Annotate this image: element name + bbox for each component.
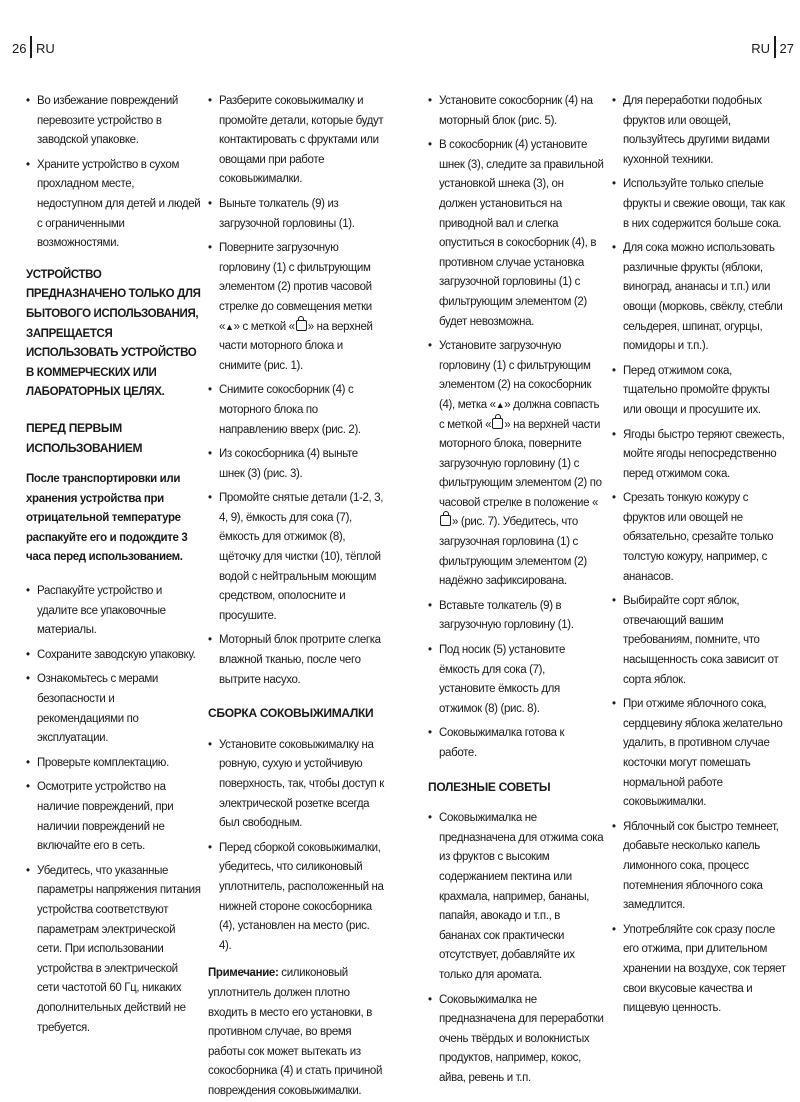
list-item: • Установите соковыжималку на ровную, сухую и устойчивую поверхность, так, чтобы доступ к электрической розетке всегда был свободным. bbox=[208, 736, 384, 834]
section-heading: ПОЛЕЗНЫЕ СОВЕТЫ bbox=[428, 779, 551, 794]
text-fragment: » с меткой « bbox=[233, 320, 295, 333]
text-column-2 bbox=[208, 92, 384, 1102]
list-item: • Из сокосборника (4) выньте шнек (3) (рис. 3). bbox=[208, 445, 384, 484]
language-label: RU bbox=[751, 41, 771, 56]
list-item: • Снимите сокосборник (4) с моторного блока по направлению вверх (рис. 2). bbox=[208, 381, 384, 440]
text-fragment: » на верхней части моторного блока, поверните загрузочную горловину (1) с фильтрующим элементом (2) по часовой стрелке в положение « bbox=[439, 418, 602, 509]
list-item: • Ягоды быстро теряют свежесть, мойте ягоды непосредственно перед отжимом сока. bbox=[612, 426, 788, 485]
bullet-list bbox=[428, 809, 604, 1088]
unlock-icon bbox=[296, 320, 307, 331]
text-column-1 bbox=[26, 92, 202, 1043]
list-item: • Перед отжимом сока, тщательно промойте фрукты или овощи и просушите их. bbox=[612, 362, 788, 421]
language-label: RU bbox=[35, 41, 55, 56]
text-fragment: Поверните загрузочную горловину (1) с фильтрующим элементом (2) против часовой стрелке до совмещения метки « bbox=[219, 242, 372, 333]
list-item: • Под носик (5) установите ёмкость для сока (7), установите ёмкость для отжимок (8) (рис. 8). bbox=[428, 641, 604, 719]
header-divider bbox=[774, 36, 776, 58]
list-item: • Храните устройство в сухом прохладном месте, недоступном для детей и людей с ограниченными возможностями. bbox=[26, 156, 202, 254]
note-paragraph bbox=[208, 964, 384, 1101]
bold-paragraph: После транспортировки или хранения устройства при отрицательной температуре распакуйте его и подождите 3 часа перед использованием. bbox=[26, 473, 188, 564]
page-number-right bbox=[751, 36, 794, 58]
page-number-left bbox=[12, 36, 55, 58]
warning-text: УСТРОЙСТВО ПРЕДНАЗНАЧЕНО ТОЛЬКО ДЛЯ БЫТОВОГО ИСПОЛЬЗОВАНИЯ, ЗАПРЕЩАЕТСЯ ИСПОЛЬЗОВАТЬ УСТРОЙСТВО В КОММЕРЧЕСКИХ ИЛИ ЛАБОРАТОРНЫХ ЦЕЛЯХ. bbox=[26, 268, 201, 399]
list-item: • Во избежание повреждений перевозите устройство в заводской упаковке. bbox=[26, 92, 202, 151]
list-item: • Сохраните заводскую упаковку. bbox=[26, 646, 202, 666]
list-item: • Срезать тонкую кожуру с фруктов или овощей не обязательно, срезайте только толстую кожуру, например, с ананасов. bbox=[612, 489, 788, 587]
list-item: • Вставьте толкатель (9) в загрузочную горловину (1). bbox=[428, 597, 604, 636]
text-fragment: Установите загрузочную горловину (1) с фильтрующим элементом (2) на сокосборник (4), метка « bbox=[439, 340, 592, 411]
list-item: • Убедитесь, что указанные параметры напряжения питания устройства соответствуют параметрам электрической сети. При использовании устройства в электрической сети частотой 60 Гц, никаких дополнительных действий не требуется. bbox=[26, 862, 202, 1038]
list-item: • Перед сборкой соковыжималки, убедитесь, что силиконовый уплотнитель, расположенный на нижней стороне сокосборника (4), установлен на место (рис. 4). bbox=[208, 839, 384, 957]
note-label: Примечание: bbox=[208, 967, 279, 980]
list-item: • Осмотрите устройство на наличие повреждений, при наличии повреждений не включайте его в сеть. bbox=[26, 778, 202, 856]
list-item: • Соковыжималка готова к работе. bbox=[428, 724, 604, 763]
page-number: 26 bbox=[12, 41, 27, 56]
list-item: • Яблочный сок быстро темнеет, добавьте несколько капель лимонного сока, процесс потемнения яблочного сока замедлится. bbox=[612, 818, 788, 916]
list-item: • Промойте снятые детали (1-2, 3, 4, 9), ёмкость для сока (7), ёмкость для отжимок (8), щёточку для чистки (10), тёплой водой с нейтральным моющим средством, ополосните и просушите. bbox=[208, 489, 384, 626]
list-item: • Употребляйте сок сразу после его отжима, при длительном хранении на воздухе, сок теряет свои вкусовые качества и пищевую ценность. bbox=[612, 921, 788, 1019]
bullet-list bbox=[208, 92, 384, 690]
list-item bbox=[208, 239, 384, 376]
list-item: • Соковыжималка не предназначена для переработки очень твёрдых и волокнистых продуктов, например, кокос, айва, ревень и т.п. bbox=[428, 991, 604, 1089]
list-item: • Выньте толкатель (9) из загрузочной горловины (1). bbox=[208, 195, 384, 234]
unlock-icon bbox=[492, 418, 503, 429]
bullet-list bbox=[208, 736, 384, 957]
list-item: • Выбирайте сорт яблок, отвечающий вашим требованиям, помните, что насыщенность сока зависит от сорта яблок. bbox=[612, 592, 788, 690]
text-column-4 bbox=[612, 92, 788, 1024]
list-item: • Ознакомьтесь с мерами безопасности и рекомендациями по эксплуатации. bbox=[26, 670, 202, 748]
text-fragment: » должна совпасть с меткой « bbox=[439, 398, 600, 431]
bullet-list bbox=[26, 92, 202, 254]
text-fragment: » (рис. 7). Убедитесь, что загрузочная горловина (1) с фильтрующим элементом (2) надёжно зафиксирована. bbox=[439, 516, 587, 588]
bullet-list bbox=[612, 92, 788, 1019]
list-item: • Разберите соковыжималку и промойте детали, которые будут контактировать с фруктами или овощами при работе соковыжималки. bbox=[208, 92, 384, 190]
lock-icon bbox=[440, 515, 451, 526]
bullet-list bbox=[428, 92, 604, 764]
section-heading: СБОРКА СОКОВЫЖИМАЛКИ bbox=[208, 706, 374, 721]
bullet-list bbox=[26, 582, 202, 1038]
page-number: 27 bbox=[779, 41, 794, 56]
text-fragment: » на верхней части моторного блока и снимите (рис. 1). bbox=[219, 320, 373, 372]
list-item: • В сокосборник (4) установите шнек (3), следите за правильной установкой шнека (3), он должен установиться на приводной вал и слегка опуститься в сокосборник (4), в противном случае установка загрузочной горловины (1) с фильтрующим элементом (2) будет невозможна. bbox=[428, 136, 604, 332]
list-item: • Для сока можно использовать различные фрукты (яблоки, виноград, ананасы и т.п.) или овощи (морковь, свёклу, стебли сельдерея, шпинат, огурцы, помидоры и т.п.). bbox=[612, 239, 788, 357]
list-item: • Моторный блок протрите слегка влажной тканью, после чего вытрите насухо. bbox=[208, 631, 384, 690]
list-item: • Используйте только спелые фрукты и свежие овощи, так как в них содержится больше сока. bbox=[612, 175, 788, 234]
list-item: • При отжиме яблочного сока, сердцевину яблока желательно удалить, в противном случае косточки могут помешать нормальной работе соковыжималки. bbox=[612, 695, 788, 813]
text-column-3 bbox=[428, 92, 604, 1094]
triangle-mark-icon: ▲ bbox=[225, 321, 234, 332]
triangle-mark-icon: ▲ bbox=[495, 399, 505, 410]
list-item: • Для переработки подобных фруктов или овощей, пользуйтесь другими видами кухонной техники. bbox=[612, 92, 788, 170]
header-divider bbox=[30, 36, 32, 58]
section-heading: ПЕРЕД ПЕРВЫМ ИСПОЛЬЗОВАНИЕМ bbox=[26, 420, 143, 455]
list-item: • Проверьте комплектацию. bbox=[26, 754, 202, 774]
list-item: • Соковыжималка не предназначена для отжима сока из фруктов с высоким содержанием пектина или крахмала, например, бананы, папайя, авокадо и т.п., в бананах сок практически отсутствует, добавляйте их только для аромата. bbox=[428, 809, 604, 985]
note-text: силиконовый уплотнитель должен плотно входить в место его установки, в противном случае, во время работы сок может вытекать из сокосборника (4) и стать причиной повреждения соковыжималки. bbox=[208, 967, 383, 1097]
list-item: • Распакуйте устройство и удалите все упаковочные материалы. bbox=[26, 582, 202, 641]
list-item bbox=[428, 337, 604, 592]
list-item: • Установите сокосборник (4) на моторный блок (рис. 5). bbox=[428, 92, 604, 131]
